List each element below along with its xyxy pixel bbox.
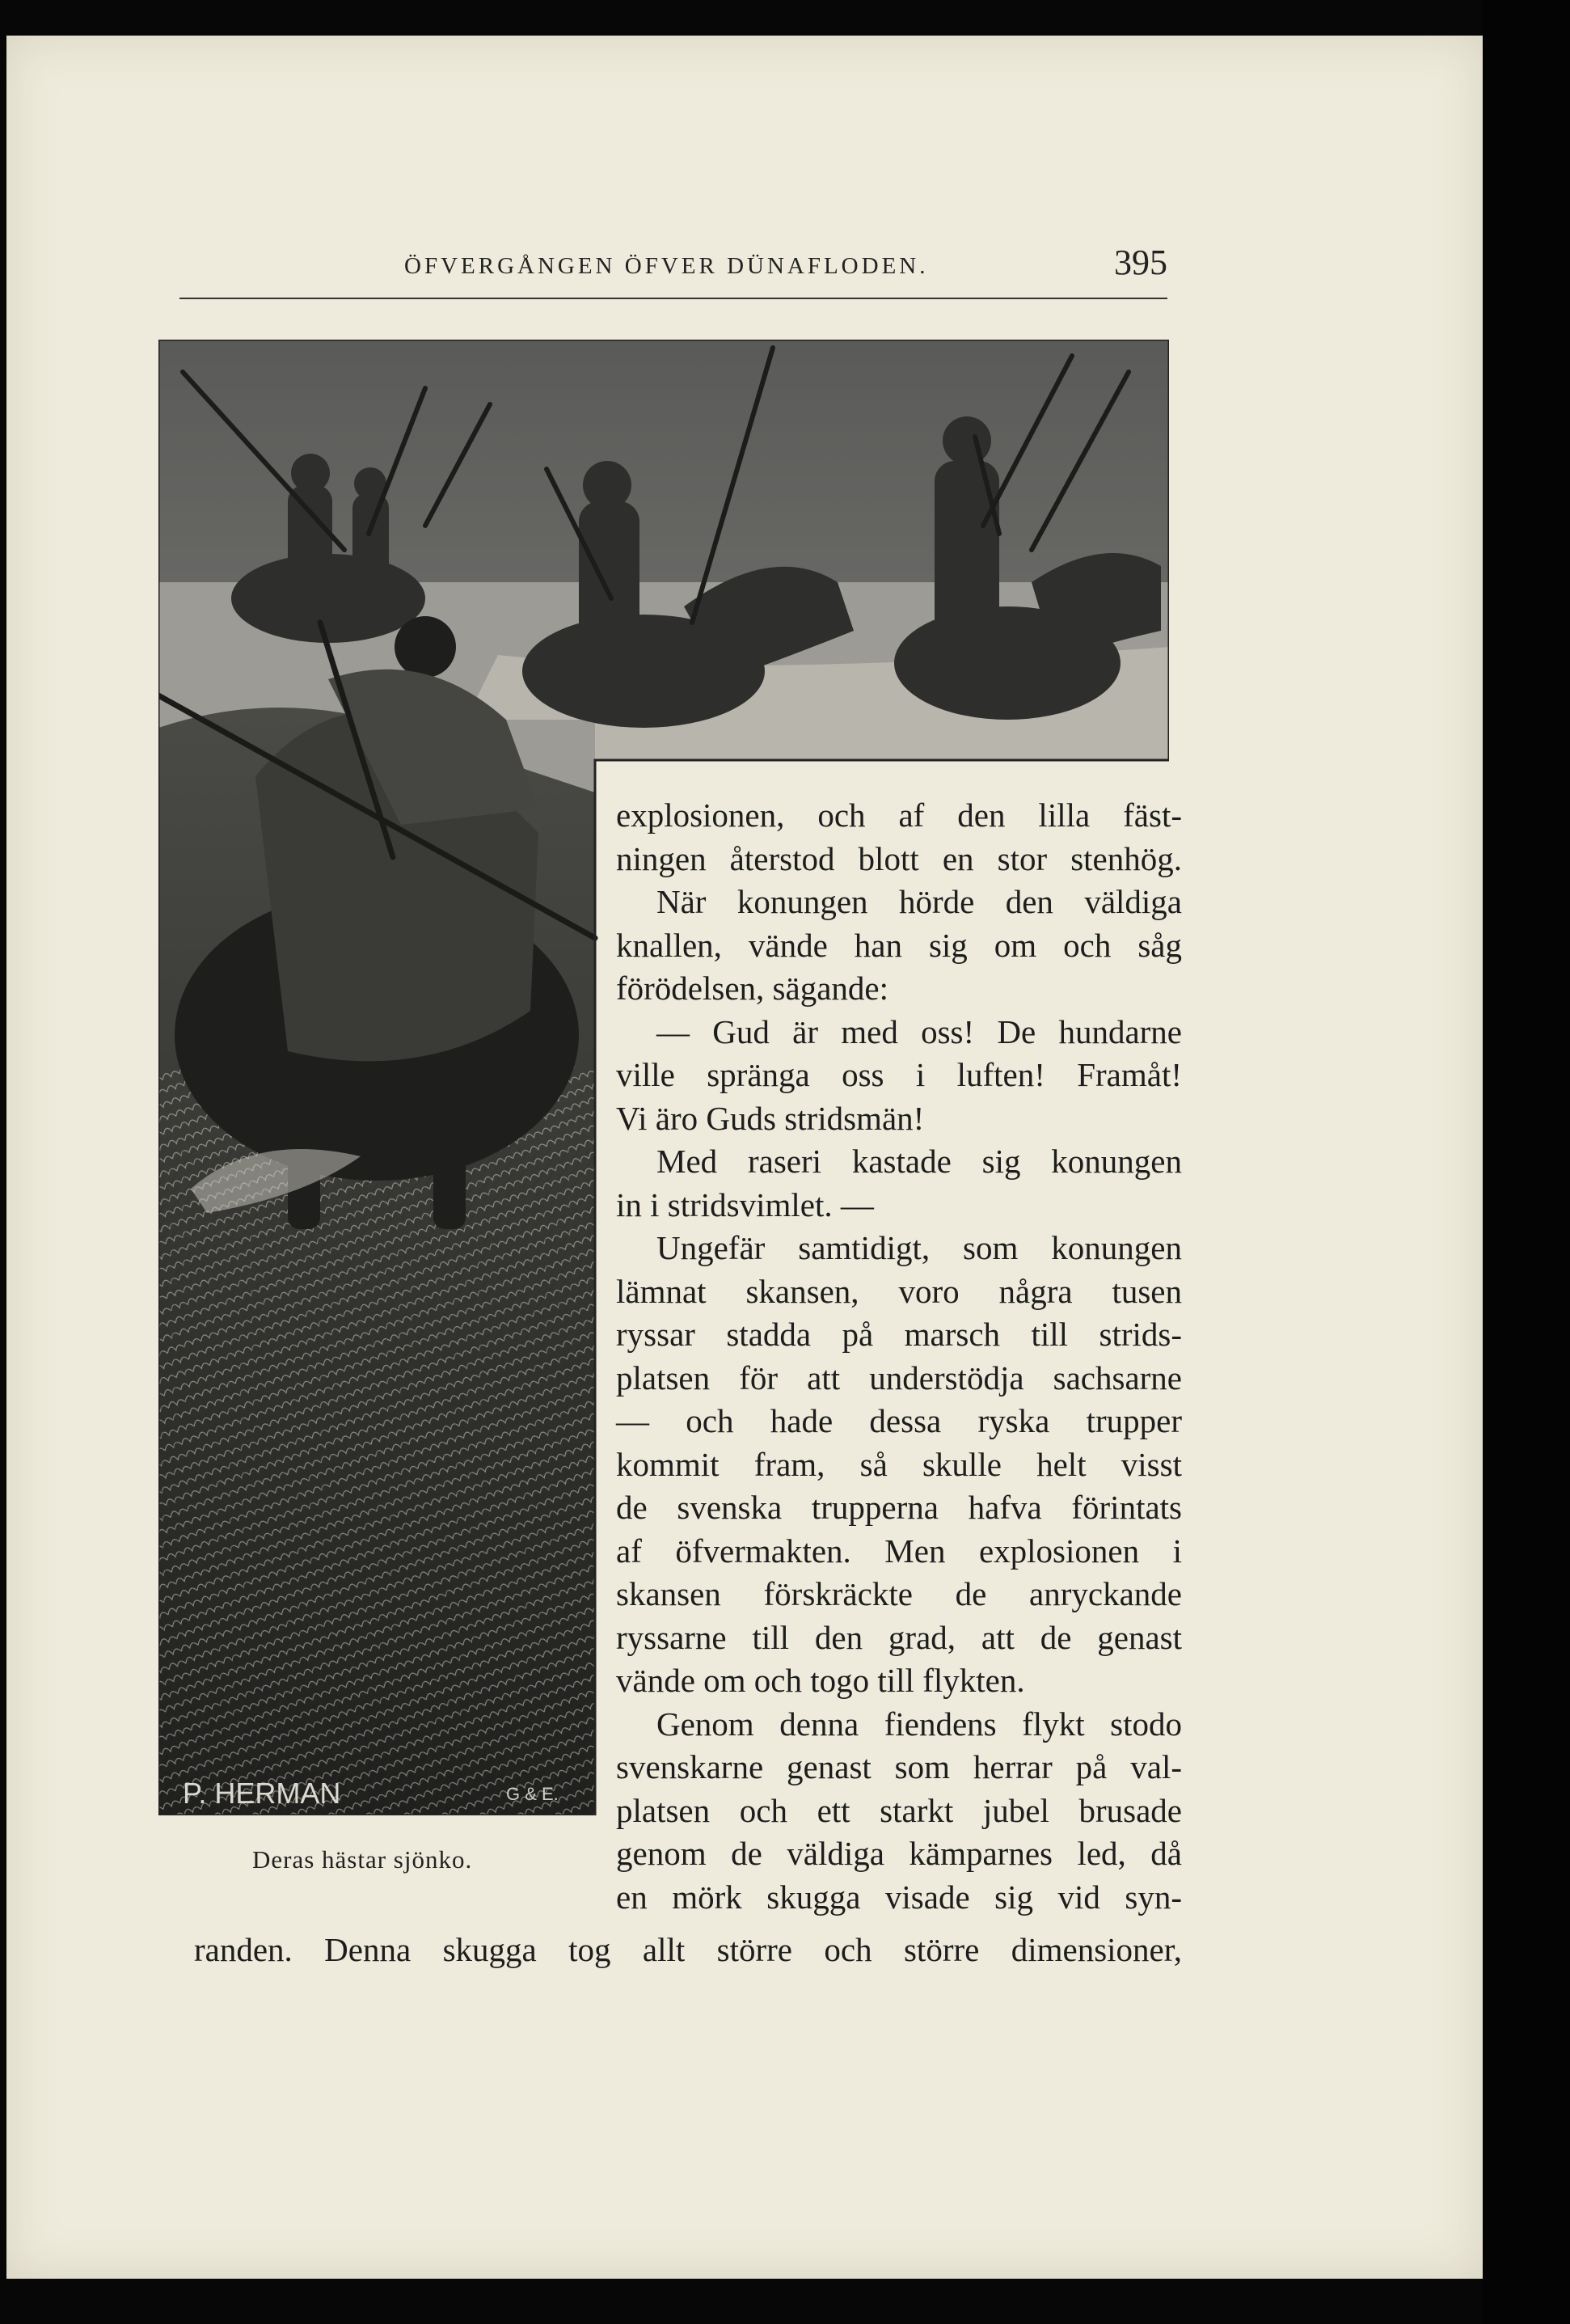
text-line: explosionen, och af den lilla fäst- bbox=[616, 796, 1182, 834]
text-line: svenskarne genast som herrar på val- bbox=[616, 1748, 1182, 1785]
text-line: kommit fram, så skulle helt visst bbox=[616, 1445, 1182, 1483]
engraver-mark: G & E. bbox=[506, 1784, 559, 1804]
text-line-full-width: randen. Denna skugga tog allt större och större dimensioner, bbox=[194, 1931, 1182, 1968]
text-line: platsen för att understödja sachsarne bbox=[616, 1358, 1182, 1397]
text-line: ville spränga oss i luften! Framåt! bbox=[616, 1056, 1182, 1093]
page-header bbox=[179, 240, 1167, 289]
text-line: genom de väldiga kämparnes led, då bbox=[616, 1835, 1182, 1872]
text-line: af öfvermakten. Men explosionen i bbox=[616, 1532, 1182, 1570]
text-line: de svenska trupperna hafva förintats bbox=[616, 1489, 1182, 1526]
text-line: — Gud är med oss! De hundarne bbox=[656, 1012, 1182, 1050]
header-rule bbox=[179, 298, 1167, 299]
text-line: in i stridsvimlet. — bbox=[616, 1185, 874, 1223]
text-line: lämnat skansen, voro några tusen bbox=[616, 1272, 1182, 1310]
text-line: en mörk skugga visade sig vid syn- bbox=[616, 1878, 1182, 1916]
illustration-caption: Deras hästar sjönko. bbox=[252, 1845, 473, 1874]
text-line: förödelsen, sägande: bbox=[616, 970, 888, 1007]
running-head: ÖFVERGÅNGEN ÖFVER DÜNAFLODEN. bbox=[404, 253, 929, 279]
text-line: skansen förskräckte de anryckande bbox=[616, 1575, 1182, 1612]
text-line: Vi äro Guds stridsmän! bbox=[616, 1099, 925, 1137]
text-line: Genom denna fiendens flykt stodo bbox=[656, 1705, 1182, 1743]
body-text-column bbox=[616, 794, 1182, 1919]
text-line: Med raseri kastade sig konungen bbox=[656, 1143, 1182, 1180]
text-line: vände om och togo till flykten. bbox=[616, 1662, 1025, 1699]
illustrator-signature: P. HERMAN bbox=[183, 1777, 341, 1810]
text-line: ningen återstod blott en stor stenhög. bbox=[616, 839, 1182, 877]
page-number: 395 bbox=[1114, 243, 1167, 282]
scan-border bbox=[1483, 0, 1570, 2324]
text-line: När konungen hörde den väldiga bbox=[656, 883, 1182, 920]
text-line: platsen och ett starkt jubel brusade bbox=[616, 1791, 1182, 1829]
text-line: Ungefär samtidigt, som konungen bbox=[656, 1229, 1182, 1266]
text-line: ryssarne till den grad, att de genast bbox=[616, 1618, 1182, 1656]
text-line: — och hade dessa ryska trupper bbox=[616, 1402, 1182, 1439]
text-line: ryssar stadda på marsch till strids- bbox=[616, 1316, 1182, 1353]
text-line: knallen, vände han sig om och såg bbox=[616, 926, 1182, 964]
